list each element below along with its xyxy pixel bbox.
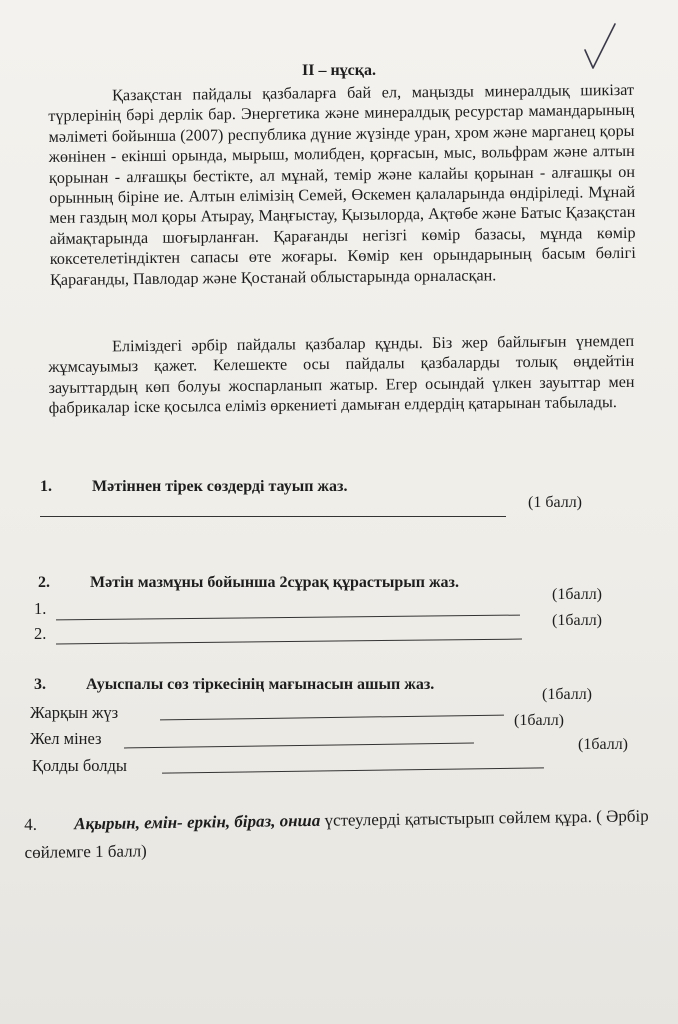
- paragraph-2-text: Еліміздегі әрбір пайдалы қазбалар құнды. Біз жер байлығын үнемдеп жұмсауымыз қажет. Келешекте осы пайдалы қазбаларды толық өңдейтін зауыттардың көп болуы жоспарланып жатыр. Егер осындай үлкен зауыттар мен фабрикалар іске қосылса еліміз өркениеті дамыған елдердің қатарынан табылады.: [48, 331, 635, 418]
- q3-phrase-1: Жарқын жүз: [30, 703, 119, 722]
- question-2-text: Мәтін мазмұны бойынша 2сұрақ құрастырып жаз.: [90, 574, 459, 591]
- question-1-number: 1.: [40, 478, 52, 495]
- score-q3-1: (1балл): [542, 686, 593, 703]
- answer-line-q2-1[interactable]: [56, 615, 520, 621]
- score-q1: (1 балл): [528, 494, 583, 511]
- question-2-number: 2.: [38, 574, 50, 591]
- question-4: [24, 802, 665, 867]
- question-3-number: 3.: [34, 676, 46, 693]
- answer-line-q3-3[interactable]: [162, 767, 544, 773]
- score-q3-3: (1балл): [578, 736, 629, 753]
- score-q3-2: (1балл): [514, 712, 565, 729]
- score-q2-2: (1балл): [552, 612, 603, 629]
- score-q2-1: (1балл): [552, 586, 603, 603]
- q2-item-2: 2.: [34, 624, 47, 643]
- answer-line-q1[interactable]: [40, 516, 506, 517]
- q2-item-1: 1.: [34, 599, 47, 618]
- answer-line-q3-2[interactable]: [124, 743, 474, 749]
- question-4-score-note: ( Әрбір сөйлемге 1 балл): [24, 806, 649, 862]
- question-2: [38, 574, 459, 592]
- q3-phrase-3: Қолды болды: [32, 756, 128, 775]
- paragraph-1-text: Қазақстан пайдалы қазбаларға бай ел, маңызды минералдық шикізат түрлерінің бәрі дерлік бар. Энергетика және минералдық ресурстар мамандарының мәліметі бойынша (2007) республика дүние жүзінде уран, хром және марганец қоры жөнінен - екінші орында, мырыш, молибден, қорғасын, мыс, вольфрам және алтын қорынан - алғашқы бестікте, ал мұнай, темір және калайы қорынан - алғашқы он орынның біріне ие. Алтын елімізің Семей, Өскемен қалаларында өндіріледі. Мұнай мен газдың мол қоры Атырау, Маңғыстау, Қызылорда, Ақтөбе және Батыс Қазақстан аймақтарында шоғырланған. Қарағанды негізгі көмір базасы, мұнда көмір коксетелетіндіктен сапасы өте жоғары. Көмір кен орындарының басым бөлігі Қарағанды, Павлодар және Қостанай облыстарында орналасқан.: [48, 80, 636, 289]
- question-4-adverbs: Ақырын, емін- еркін, біраз, онша: [74, 810, 321, 834]
- question-4-number: 4.: [24, 814, 38, 834]
- question-3: [34, 676, 434, 694]
- variant-title: II – нұсқа.: [302, 62, 376, 79]
- answer-line-q3-1[interactable]: [160, 715, 504, 721]
- passage-paragraph-2: [48, 331, 635, 419]
- question-1: [40, 478, 347, 496]
- question-4-text: үстеулерді қатыстырып сөйлем құра.: [324, 807, 593, 830]
- question-1-text: Мәтіннен тірек сөздерді тауып жаз.: [92, 478, 348, 495]
- q3-phrase-2: Жел мінез: [30, 729, 102, 748]
- question-3-text: Ауыспалы сөз тіркесінің мағынасын ашып жаз.: [86, 676, 435, 693]
- passage-paragraph-1: [48, 80, 636, 290]
- answer-line-q2-2[interactable]: [56, 639, 522, 645]
